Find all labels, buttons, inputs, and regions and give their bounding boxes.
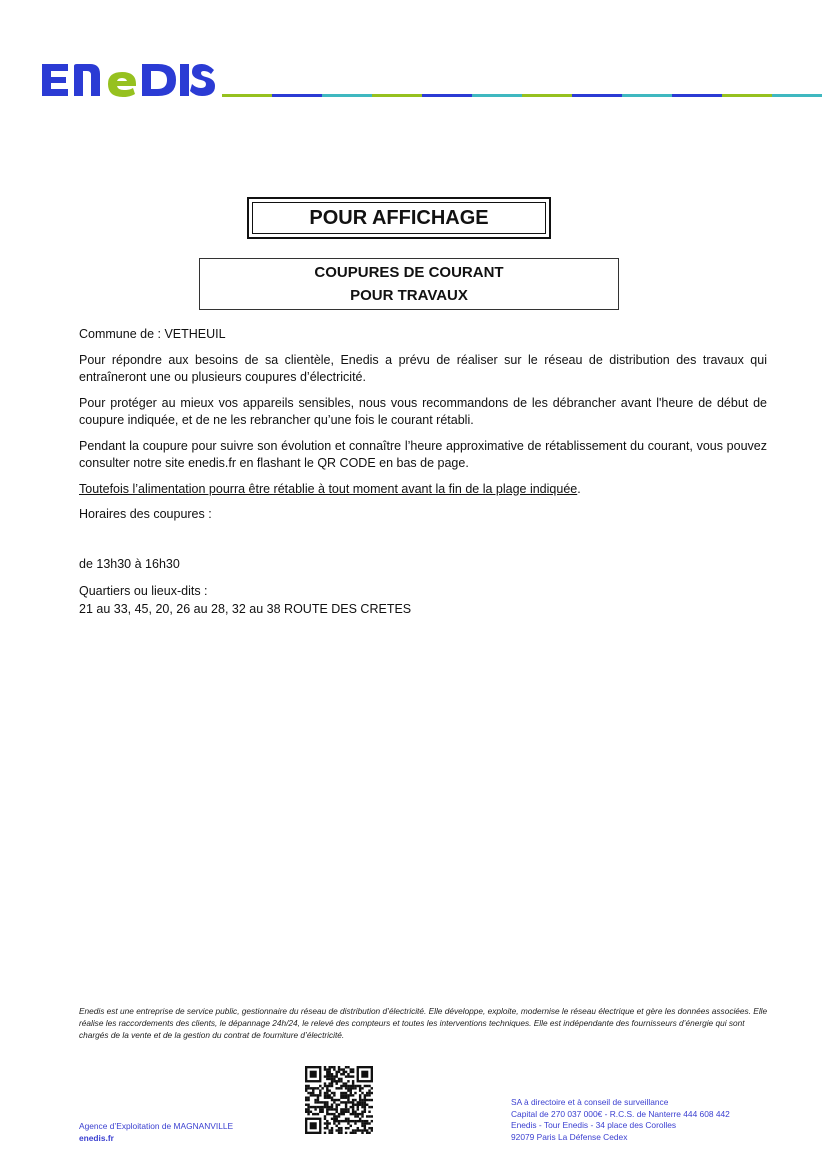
commune-line: Commune de : VETHEUIL — [79, 327, 226, 341]
notice-body — [79, 326, 767, 618]
page-title: POUR AFFICHAGE — [252, 202, 546, 234]
company-line-3: Enedis - Tour Enedis - 34 place des Corolles — [511, 1120, 677, 1131]
header-divider — [222, 94, 822, 97]
notice-title-line1: COUPURES DE COURANT — [314, 264, 504, 281]
paragraph-intro: Pour répondre aux besoins de sa clientèle, Enedis a prévu de réaliser sur le réseau de distribution des travaux qui entraîneront une ou plusieurs coupures d’électricité. — [79, 352, 767, 384]
qr-code[interactable] — [305, 1066, 373, 1134]
paragraph-protection: Pour protéger au mieux vos appareils sensibles, nous vous recommandons de les débrancher avant l'heure de début de coupure indiquée, et de ne les rebrancher qu’une fois le courant rétabli. — [79, 395, 767, 427]
site-link[interactable]: enedis.fr — [79, 1133, 114, 1143]
warning-suffix: . — [577, 481, 581, 496]
notice-title-box — [199, 258, 619, 310]
quartiers-value: 21 au 33, 45, 20, 26 au 28, 32 au 38 ROUTE DES CRETES — [79, 601, 412, 616]
footer-agency — [79, 1120, 233, 1144]
agency-name: Agence d’Exploitation de MAGNANVILLE — [79, 1121, 234, 1131]
paragraph-tracking: Pendant la coupure pour suivre son évolution et connaître l’heure approximative de rétablissement du courant, vous pouvez consulter notre site enedis.fr en flashant le QR CODE en bas de page. — [79, 438, 767, 470]
enedis-logo — [40, 58, 216, 100]
notice-title-line2: POUR TRAVAUX — [350, 287, 468, 304]
footer-company-info — [511, 1097, 730, 1143]
affichage-title-box — [247, 197, 551, 239]
quartiers-label: Quartiers ou lieux-dits : — [79, 584, 208, 598]
company-line-1: SA à directoire et à conseil de surveillance — [511, 1097, 669, 1107]
company-line-2: Capital de 270 037 000€ - R.C.S. de Nanterre 444 608 442 — [511, 1108, 730, 1119]
horaire-value: de 13h30 à 16h30 — [79, 556, 180, 571]
warning-underlined: Toutefois l’alimentation pourra être rétablie à tout moment avant la fin de la plage indiquée — [79, 481, 578, 496]
paragraph-warning — [79, 481, 767, 499]
horaires-label: Horaires des coupures : — [79, 507, 212, 521]
legal-disclaimer: Enedis est une entreprise de service public, gestionnaire du réseau de distribution d’électricité. Elle développe, exploite, modernise le réseau électrique et gère les données associées. Elle réalise les raccordements des clients, le dépannage 24h/24, le relevé des compteurs et toutes les interventions techniques. Elle est indépendante des fournisseurs d’énergie qui sont chargés de la vente et de la gestion du contrat de fourniture d’électricité. — [79, 1006, 768, 1040]
company-line-4: 92079 Paris La Défense Cedex — [511, 1131, 628, 1142]
